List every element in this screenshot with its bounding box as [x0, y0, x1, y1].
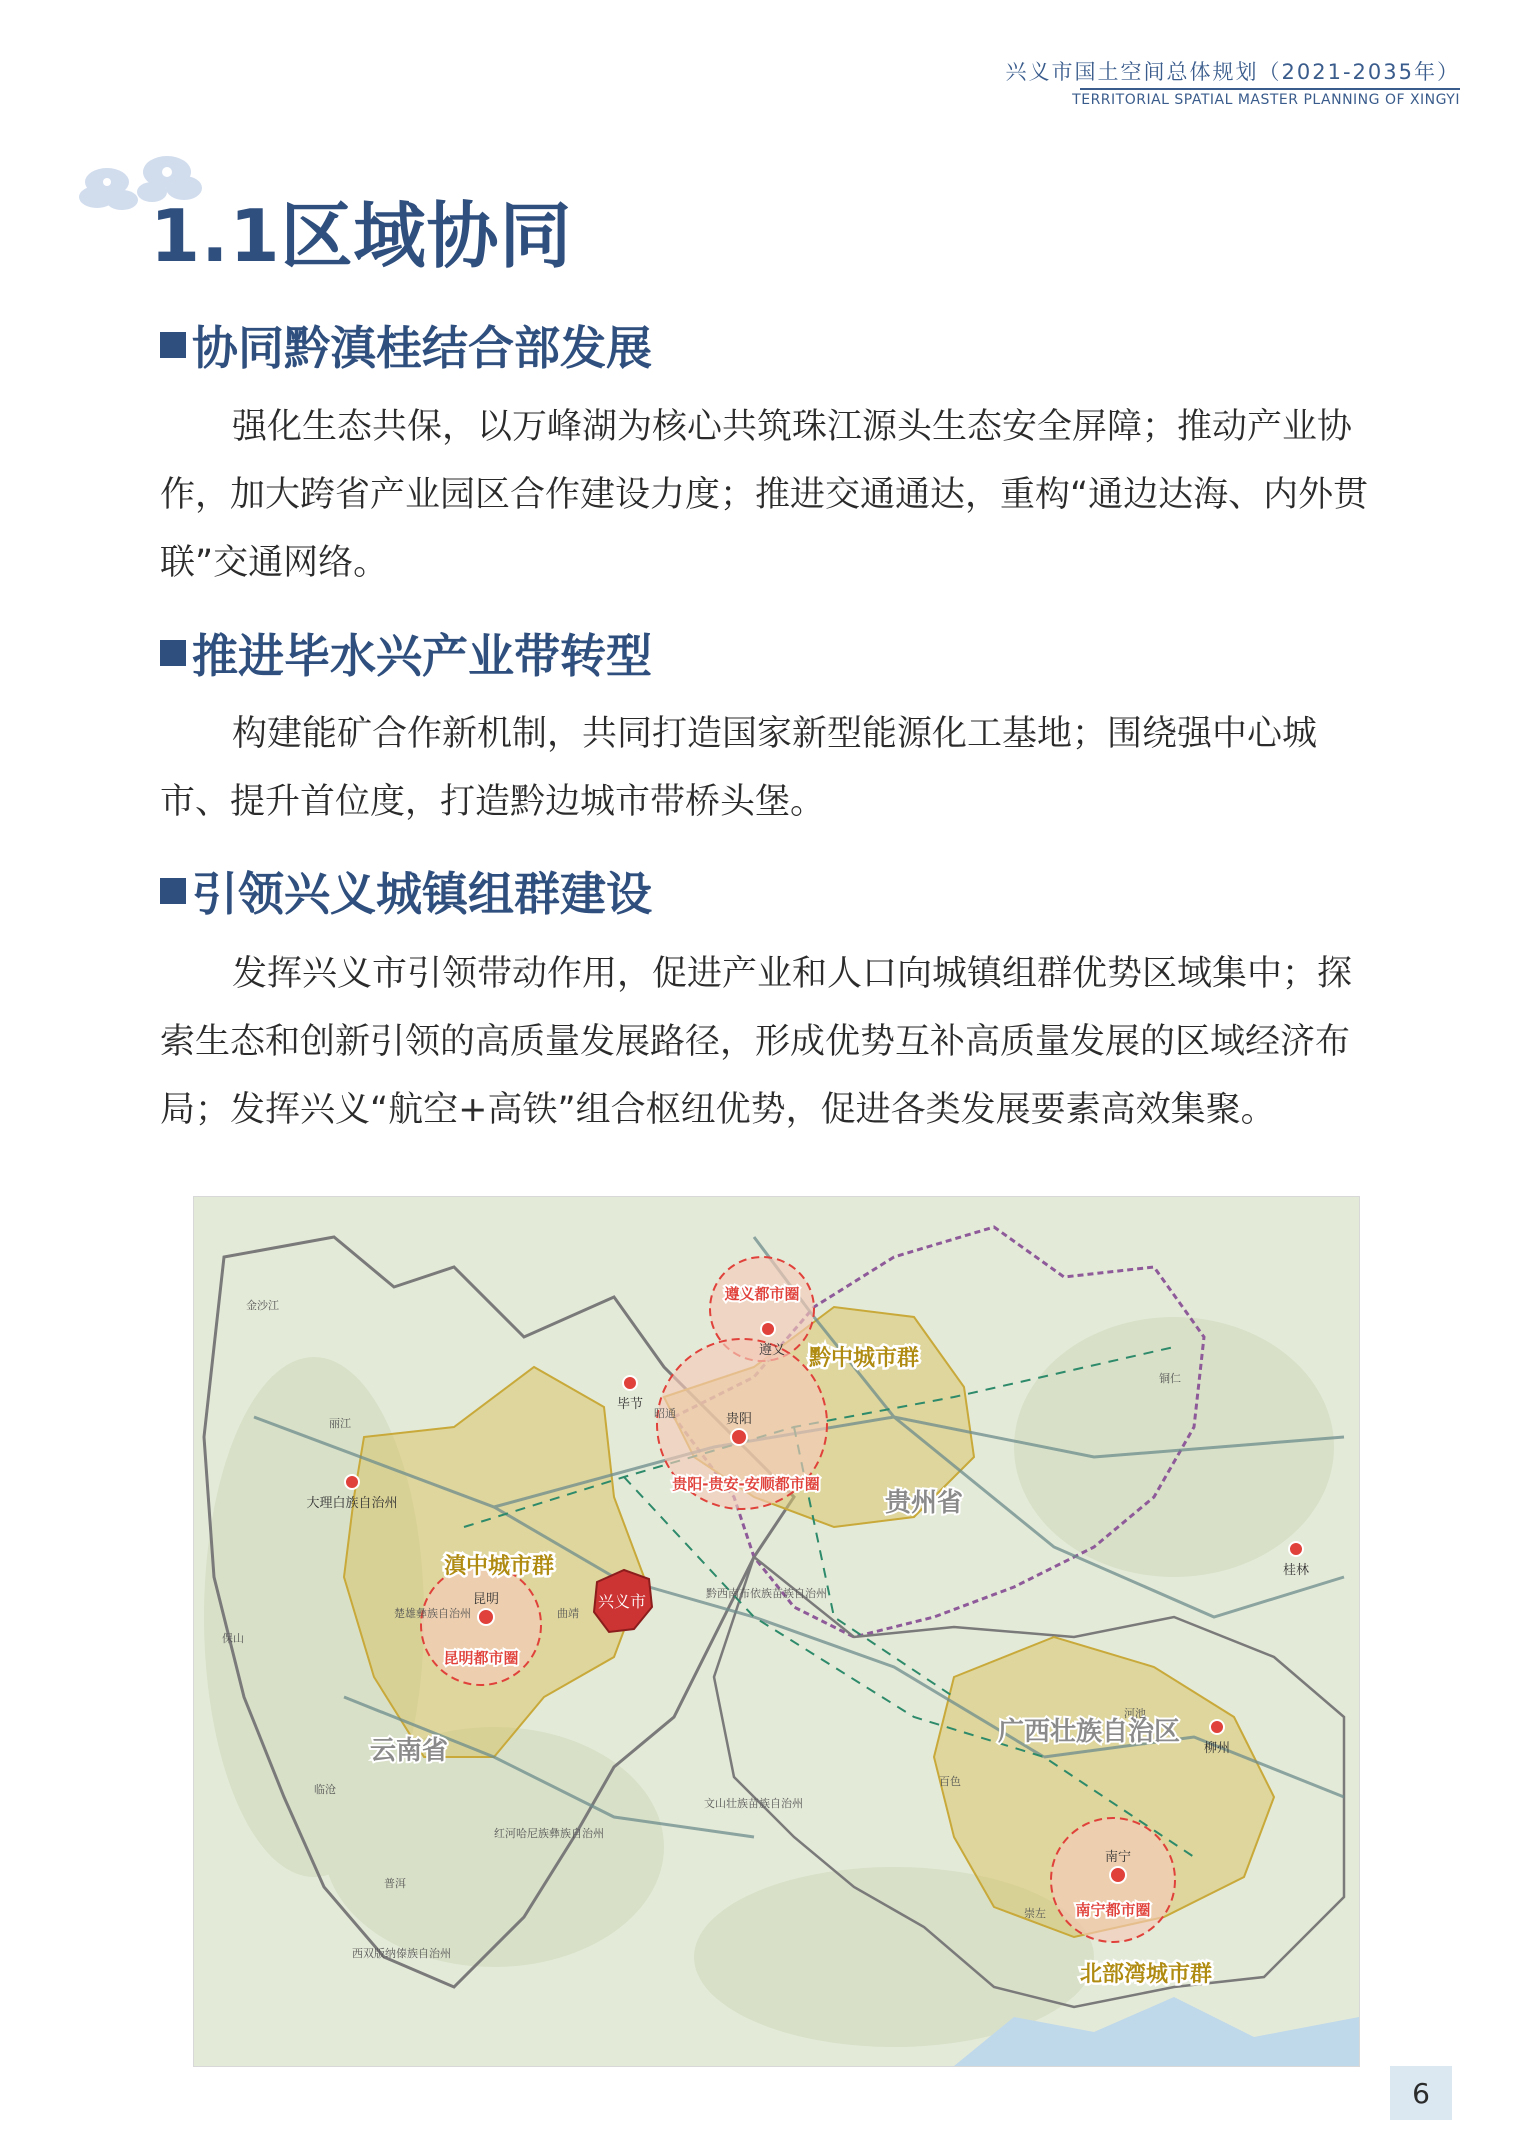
minor-label: 临沧: [314, 1783, 336, 1796]
section-body-3: 发挥兴义市引领带动作用，促进产业和人口向城镇组群优势区域集中；探索生态和创新引领的高质量发展路径，形成优势互补高质量发展的区域经济布局；发挥兴义“航空+高铁”组合枢纽优势，促进各类发展要素高效集聚。: [160, 954, 1353, 1130]
minor-label: 楚雄彝族自治州: [394, 1607, 471, 1620]
minor-label: 河池: [1124, 1707, 1146, 1720]
nanning-dot: [1110, 1867, 1126, 1883]
city-label: 遵义: [758, 1343, 786, 1358]
city-label: 大理白族自治州: [306, 1496, 398, 1511]
province-label: 云南省: [369, 1736, 449, 1766]
minor-label: 普洱: [384, 1877, 406, 1890]
cluster-label: 北部湾城市群: [1079, 1962, 1213, 1987]
guilin-dot: [1289, 1542, 1303, 1556]
cluster-label: 黔中城市群: [808, 1346, 920, 1371]
cluster-label: 滇中城市群: [443, 1554, 555, 1579]
minor-label: 崇左: [1024, 1907, 1046, 1920]
section-heading-2: [160, 620, 652, 686]
metro-label: 贵阳-贵安-安顺都市圈: [672, 1475, 820, 1493]
minor-label: 铜仁: [1159, 1372, 1181, 1385]
section-heading-text: 推进毕水兴产业带转型: [192, 629, 652, 683]
city-label: 昆明: [472, 1592, 500, 1607]
bullet-square-icon: [160, 878, 186, 904]
header-title-en: TERRITORIAL SPATIAL MASTER PLANNING OF XINGYI: [1072, 92, 1460, 108]
section-heading-text: 引领兴义城镇组群建设: [192, 867, 652, 921]
minor-label: 黔西南布依族苗族自治州: [706, 1587, 827, 1600]
minor-label: 保山: [222, 1632, 244, 1645]
section-body-1: 强化生态共保，以万峰湖为核心共筑珠江源头生态安全屏障；推动产业协作，加大跨省产业园区合作建设力度；推进交通通达，重构“通边达海、内外贯联”交通网络。: [160, 407, 1369, 583]
metro-label: 遵义都市圈: [724, 1285, 800, 1303]
guiyang-dot: [731, 1429, 747, 1445]
zunyi-dot: [761, 1322, 775, 1336]
minor-label: 文山壮族苗族自治州: [704, 1797, 803, 1810]
city-label: 毕节: [616, 1397, 644, 1412]
header-divider: [1080, 88, 1460, 90]
section-heading-1: [160, 312, 652, 378]
metro-label: 南宁都市圈: [1075, 1901, 1151, 1919]
minor-label: 曲靖: [557, 1607, 579, 1620]
kunming-metro-circle: [421, 1565, 541, 1685]
page-number: 6: [1390, 2066, 1452, 2120]
city-label: 柳州: [1203, 1741, 1231, 1756]
minor-label: 西双版纳傣族自治州: [352, 1947, 451, 1960]
province-label: 贵州省: [884, 1488, 964, 1518]
dali-dot: [345, 1475, 359, 1489]
metro-label: 昆明都市圈: [443, 1649, 519, 1667]
regional-map: [193, 1196, 1360, 2067]
minor-label: 金沙江: [246, 1299, 279, 1312]
minor-label: 昭通: [654, 1407, 676, 1420]
minor-label: 丽江: [329, 1417, 351, 1430]
city-label: 贵阳: [725, 1412, 753, 1427]
province-label: 广西壮族自治区: [997, 1717, 1181, 1747]
section-heading-text: 协同黔滇桂结合部发展: [192, 321, 652, 375]
kunming-dot: [478, 1609, 494, 1625]
bullet-square-icon: [160, 332, 186, 358]
page-title: 1.1区域协同: [150, 194, 573, 278]
bijie-dot: [623, 1376, 637, 1390]
minor-label: 红河哈尼族彝族自治州: [494, 1827, 604, 1840]
xingyi-label: 兴义市: [597, 1592, 647, 1611]
city-label: 南宁: [1104, 1850, 1132, 1865]
city-label: 桂林: [1282, 1563, 1310, 1578]
section-body-2: 构建能矿合作新机制，共同打造国家新型能源化工基地；围绕强中心城市、提升首位度，打造黔边城市带桥头堡。: [160, 714, 1318, 822]
header-title-cn: 兴义市国土空间总体规划（2021-2035年）: [1005, 60, 1460, 84]
minor-label: 百色: [939, 1775, 961, 1788]
bullet-square-icon: [160, 640, 186, 666]
liuzhou-dot: [1210, 1720, 1224, 1734]
section-heading-3: [160, 858, 652, 924]
